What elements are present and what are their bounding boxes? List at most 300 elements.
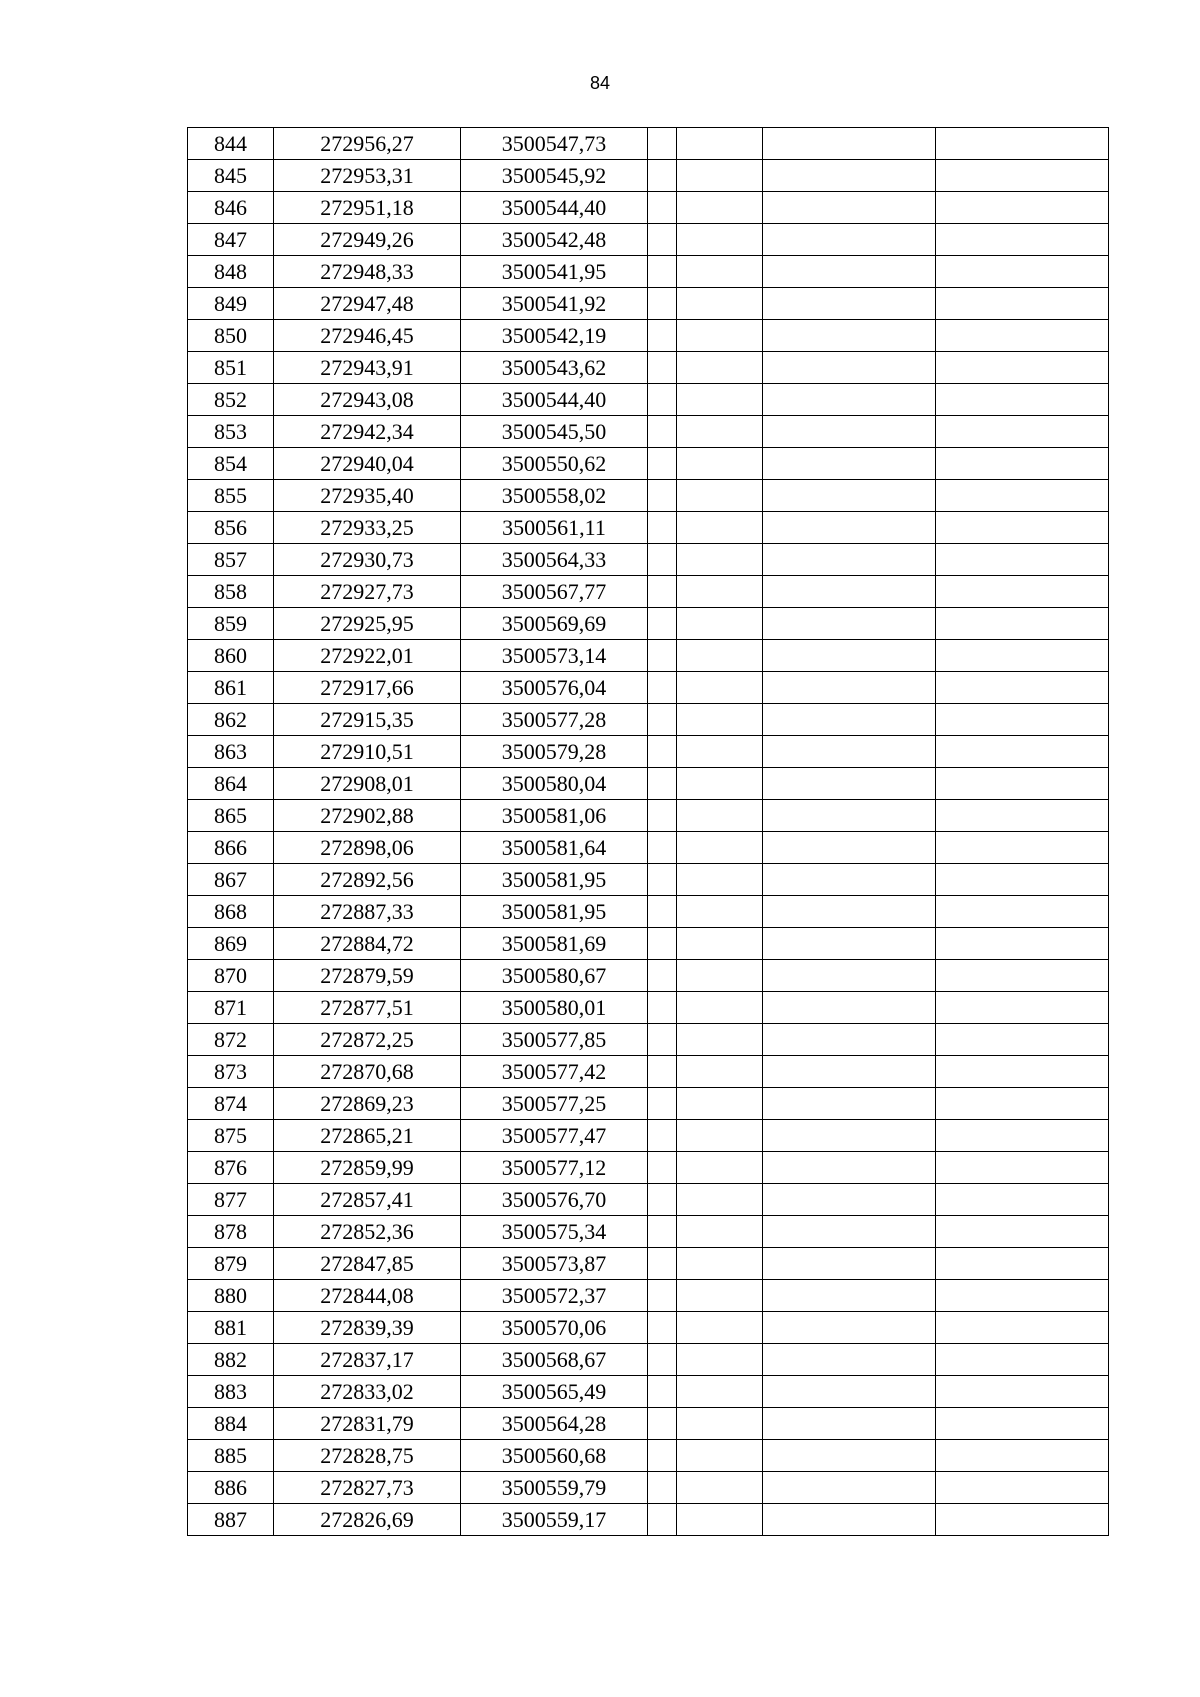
empty-cell bbox=[677, 960, 763, 992]
coordinates-table bbox=[187, 127, 1109, 1536]
y-coordinate-cell: 3500559,79 bbox=[461, 1472, 648, 1504]
empty-cell bbox=[763, 1184, 936, 1216]
empty-cell bbox=[648, 1344, 677, 1376]
point-number-cell: 857 bbox=[188, 544, 274, 576]
y-coordinate-cell: 3500544,40 bbox=[461, 192, 648, 224]
x-coordinate-cell: 272877,51 bbox=[274, 992, 461, 1024]
empty-cell bbox=[677, 736, 763, 768]
empty-cell bbox=[677, 1024, 763, 1056]
y-coordinate-cell: 3500572,37 bbox=[461, 1280, 648, 1312]
point-number-cell: 849 bbox=[188, 288, 274, 320]
empty-cell bbox=[763, 384, 936, 416]
table-row bbox=[188, 1280, 1109, 1312]
x-coordinate-cell: 272898,06 bbox=[274, 832, 461, 864]
empty-cell bbox=[648, 1184, 677, 1216]
empty-cell bbox=[936, 1248, 1109, 1280]
table-row bbox=[188, 1440, 1109, 1472]
y-coordinate-cell: 3500542,19 bbox=[461, 320, 648, 352]
x-coordinate-cell: 272827,73 bbox=[274, 1472, 461, 1504]
point-number-cell: 865 bbox=[188, 800, 274, 832]
empty-cell bbox=[648, 224, 677, 256]
empty-cell bbox=[677, 448, 763, 480]
x-coordinate-cell: 272839,39 bbox=[274, 1312, 461, 1344]
y-coordinate-cell: 3500577,25 bbox=[461, 1088, 648, 1120]
empty-cell bbox=[763, 768, 936, 800]
empty-cell bbox=[677, 1504, 763, 1536]
empty-cell bbox=[936, 224, 1109, 256]
y-coordinate-cell: 3500573,14 bbox=[461, 640, 648, 672]
y-coordinate-cell: 3500581,95 bbox=[461, 896, 648, 928]
empty-cell bbox=[763, 928, 936, 960]
empty-cell bbox=[763, 416, 936, 448]
x-coordinate-cell: 272837,17 bbox=[274, 1344, 461, 1376]
empty-cell bbox=[677, 1056, 763, 1088]
empty-cell bbox=[936, 352, 1109, 384]
table-row bbox=[188, 992, 1109, 1024]
y-coordinate-cell: 3500581,69 bbox=[461, 928, 648, 960]
table-row bbox=[188, 704, 1109, 736]
empty-cell bbox=[763, 1344, 936, 1376]
table-row bbox=[188, 1024, 1109, 1056]
x-coordinate-cell: 272915,35 bbox=[274, 704, 461, 736]
point-number-cell: 847 bbox=[188, 224, 274, 256]
y-coordinate-cell: 3500577,12 bbox=[461, 1152, 648, 1184]
point-number-cell: 880 bbox=[188, 1280, 274, 1312]
empty-cell bbox=[763, 224, 936, 256]
empty-cell bbox=[763, 864, 936, 896]
table-row bbox=[188, 1248, 1109, 1280]
table-row bbox=[188, 768, 1109, 800]
empty-cell bbox=[677, 1216, 763, 1248]
empty-cell bbox=[648, 896, 677, 928]
empty-cell bbox=[677, 800, 763, 832]
point-number-cell: 878 bbox=[188, 1216, 274, 1248]
point-number-cell: 873 bbox=[188, 1056, 274, 1088]
table-row bbox=[188, 1408, 1109, 1440]
point-number-cell: 845 bbox=[188, 160, 274, 192]
empty-cell bbox=[936, 896, 1109, 928]
empty-cell bbox=[648, 736, 677, 768]
y-coordinate-cell: 3500542,48 bbox=[461, 224, 648, 256]
empty-cell bbox=[763, 1504, 936, 1536]
y-coordinate-cell: 3500564,28 bbox=[461, 1408, 648, 1440]
x-coordinate-cell: 272948,33 bbox=[274, 256, 461, 288]
empty-cell bbox=[936, 864, 1109, 896]
y-coordinate-cell: 3500544,40 bbox=[461, 384, 648, 416]
empty-cell bbox=[763, 672, 936, 704]
table-row bbox=[188, 896, 1109, 928]
empty-cell bbox=[936, 608, 1109, 640]
empty-cell bbox=[763, 1024, 936, 1056]
x-coordinate-cell: 272917,66 bbox=[274, 672, 461, 704]
empty-cell bbox=[648, 864, 677, 896]
point-number-cell: 851 bbox=[188, 352, 274, 384]
empty-cell bbox=[677, 224, 763, 256]
table-row bbox=[188, 480, 1109, 512]
point-number-cell: 887 bbox=[188, 1504, 274, 1536]
empty-cell bbox=[648, 160, 677, 192]
table-row bbox=[188, 640, 1109, 672]
empty-cell bbox=[648, 1504, 677, 1536]
empty-cell bbox=[677, 992, 763, 1024]
x-coordinate-cell: 272879,59 bbox=[274, 960, 461, 992]
table-row bbox=[188, 128, 1109, 160]
y-coordinate-cell: 3500565,49 bbox=[461, 1376, 648, 1408]
point-number-cell: 886 bbox=[188, 1472, 274, 1504]
table-row bbox=[188, 384, 1109, 416]
empty-cell bbox=[936, 1120, 1109, 1152]
x-coordinate-cell: 272908,01 bbox=[274, 768, 461, 800]
point-number-cell: 859 bbox=[188, 608, 274, 640]
empty-cell bbox=[648, 1152, 677, 1184]
point-number-cell: 867 bbox=[188, 864, 274, 896]
empty-cell bbox=[936, 1408, 1109, 1440]
empty-cell bbox=[648, 640, 677, 672]
empty-cell bbox=[936, 256, 1109, 288]
x-coordinate-cell: 272859,99 bbox=[274, 1152, 461, 1184]
y-coordinate-cell: 3500577,47 bbox=[461, 1120, 648, 1152]
empty-cell bbox=[677, 512, 763, 544]
empty-cell bbox=[648, 1248, 677, 1280]
point-number-cell: 862 bbox=[188, 704, 274, 736]
y-coordinate-cell: 3500541,92 bbox=[461, 288, 648, 320]
empty-cell bbox=[763, 288, 936, 320]
empty-cell bbox=[648, 1056, 677, 1088]
empty-cell bbox=[677, 160, 763, 192]
empty-cell bbox=[763, 352, 936, 384]
point-number-cell: 868 bbox=[188, 896, 274, 928]
empty-cell bbox=[648, 704, 677, 736]
x-coordinate-cell: 272951,18 bbox=[274, 192, 461, 224]
point-number-cell: 844 bbox=[188, 128, 274, 160]
empty-cell bbox=[648, 832, 677, 864]
empty-cell bbox=[936, 512, 1109, 544]
table-row bbox=[188, 416, 1109, 448]
empty-cell bbox=[936, 1024, 1109, 1056]
empty-cell bbox=[936, 992, 1109, 1024]
empty-cell bbox=[648, 1312, 677, 1344]
empty-cell bbox=[763, 992, 936, 1024]
point-number-cell: 883 bbox=[188, 1376, 274, 1408]
empty-cell bbox=[936, 480, 1109, 512]
page-number: 84 bbox=[589, 73, 611, 93]
empty-cell bbox=[763, 1216, 936, 1248]
empty-cell bbox=[677, 416, 763, 448]
empty-cell bbox=[936, 928, 1109, 960]
empty-cell bbox=[763, 896, 936, 928]
table-row bbox=[188, 448, 1109, 480]
empty-cell bbox=[677, 480, 763, 512]
empty-cell bbox=[677, 672, 763, 704]
empty-cell bbox=[763, 736, 936, 768]
empty-cell bbox=[677, 864, 763, 896]
table-row bbox=[188, 288, 1109, 320]
empty-cell bbox=[936, 1216, 1109, 1248]
empty-cell bbox=[936, 1344, 1109, 1376]
empty-cell bbox=[936, 736, 1109, 768]
y-coordinate-cell: 3500580,67 bbox=[461, 960, 648, 992]
table-row bbox=[188, 160, 1109, 192]
y-coordinate-cell: 3500558,02 bbox=[461, 480, 648, 512]
empty-cell bbox=[936, 1376, 1109, 1408]
empty-cell bbox=[763, 960, 936, 992]
point-number-cell: 858 bbox=[188, 576, 274, 608]
empty-cell bbox=[677, 832, 763, 864]
point-number-cell: 881 bbox=[188, 1312, 274, 1344]
empty-cell bbox=[936, 1056, 1109, 1088]
empty-cell bbox=[677, 704, 763, 736]
y-coordinate-cell: 3500576,04 bbox=[461, 672, 648, 704]
point-number-cell: 869 bbox=[188, 928, 274, 960]
table-row bbox=[188, 1152, 1109, 1184]
x-coordinate-cell: 272826,69 bbox=[274, 1504, 461, 1536]
x-coordinate-cell: 272833,02 bbox=[274, 1376, 461, 1408]
empty-cell bbox=[677, 1472, 763, 1504]
point-number-cell: 885 bbox=[188, 1440, 274, 1472]
empty-cell bbox=[936, 320, 1109, 352]
x-coordinate-cell: 272870,68 bbox=[274, 1056, 461, 1088]
x-coordinate-cell: 272930,73 bbox=[274, 544, 461, 576]
x-coordinate-cell: 272942,34 bbox=[274, 416, 461, 448]
empty-cell bbox=[677, 1376, 763, 1408]
table-row bbox=[188, 320, 1109, 352]
empty-cell bbox=[648, 992, 677, 1024]
empty-cell bbox=[763, 320, 936, 352]
empty-cell bbox=[648, 672, 677, 704]
x-coordinate-cell: 272857,41 bbox=[274, 1184, 461, 1216]
empty-cell bbox=[936, 1152, 1109, 1184]
empty-cell bbox=[763, 1056, 936, 1088]
y-coordinate-cell: 3500561,11 bbox=[461, 512, 648, 544]
empty-cell bbox=[763, 576, 936, 608]
y-coordinate-cell: 3500573,87 bbox=[461, 1248, 648, 1280]
table-row bbox=[188, 352, 1109, 384]
empty-cell bbox=[936, 448, 1109, 480]
empty-cell bbox=[677, 1152, 763, 1184]
x-coordinate-cell: 272892,56 bbox=[274, 864, 461, 896]
x-coordinate-cell: 272925,95 bbox=[274, 608, 461, 640]
empty-cell bbox=[648, 384, 677, 416]
table-row bbox=[188, 1312, 1109, 1344]
x-coordinate-cell: 272953,31 bbox=[274, 160, 461, 192]
y-coordinate-cell: 3500559,17 bbox=[461, 1504, 648, 1536]
table-row bbox=[188, 1376, 1109, 1408]
table-row bbox=[188, 800, 1109, 832]
x-coordinate-cell: 272872,25 bbox=[274, 1024, 461, 1056]
empty-cell bbox=[677, 192, 763, 224]
table-row bbox=[188, 544, 1109, 576]
empty-cell bbox=[677, 1184, 763, 1216]
point-number-cell: 877 bbox=[188, 1184, 274, 1216]
x-coordinate-cell: 272946,45 bbox=[274, 320, 461, 352]
table-body bbox=[188, 128, 1109, 1536]
y-coordinate-cell: 3500564,33 bbox=[461, 544, 648, 576]
table-row bbox=[188, 1056, 1109, 1088]
empty-cell bbox=[648, 480, 677, 512]
empty-cell bbox=[936, 288, 1109, 320]
y-coordinate-cell: 3500577,85 bbox=[461, 1024, 648, 1056]
empty-cell bbox=[936, 416, 1109, 448]
y-coordinate-cell: 3500550,62 bbox=[461, 448, 648, 480]
empty-cell bbox=[936, 1184, 1109, 1216]
table-row bbox=[188, 960, 1109, 992]
table-row bbox=[188, 736, 1109, 768]
y-coordinate-cell: 3500567,77 bbox=[461, 576, 648, 608]
empty-cell bbox=[648, 256, 677, 288]
empty-cell bbox=[936, 1472, 1109, 1504]
empty-cell bbox=[763, 256, 936, 288]
empty-cell bbox=[936, 1504, 1109, 1536]
empty-cell bbox=[763, 1248, 936, 1280]
empty-cell bbox=[936, 640, 1109, 672]
y-coordinate-cell: 3500541,95 bbox=[461, 256, 648, 288]
empty-cell bbox=[677, 1248, 763, 1280]
point-number-cell: 863 bbox=[188, 736, 274, 768]
empty-cell bbox=[763, 704, 936, 736]
table-row bbox=[188, 512, 1109, 544]
empty-cell bbox=[648, 288, 677, 320]
point-number-cell: 848 bbox=[188, 256, 274, 288]
x-coordinate-cell: 272847,85 bbox=[274, 1248, 461, 1280]
point-number-cell: 846 bbox=[188, 192, 274, 224]
point-number-cell: 874 bbox=[188, 1088, 274, 1120]
empty-cell bbox=[763, 544, 936, 576]
table-row bbox=[188, 1216, 1109, 1248]
empty-cell bbox=[763, 640, 936, 672]
table-row bbox=[188, 576, 1109, 608]
x-coordinate-cell: 272947,48 bbox=[274, 288, 461, 320]
x-coordinate-cell: 272956,27 bbox=[274, 128, 461, 160]
table-row bbox=[188, 1472, 1109, 1504]
empty-cell bbox=[936, 832, 1109, 864]
empty-cell bbox=[648, 960, 677, 992]
x-coordinate-cell: 272828,75 bbox=[274, 1440, 461, 1472]
empty-cell bbox=[936, 1088, 1109, 1120]
empty-cell bbox=[763, 480, 936, 512]
empty-cell bbox=[677, 768, 763, 800]
empty-cell bbox=[763, 1312, 936, 1344]
empty-cell bbox=[763, 1280, 936, 1312]
empty-cell bbox=[763, 832, 936, 864]
empty-cell bbox=[763, 192, 936, 224]
point-number-cell: 879 bbox=[188, 1248, 274, 1280]
empty-cell bbox=[763, 1088, 936, 1120]
table-row bbox=[188, 1504, 1109, 1536]
y-coordinate-cell: 3500568,67 bbox=[461, 1344, 648, 1376]
empty-cell bbox=[648, 928, 677, 960]
empty-cell bbox=[648, 608, 677, 640]
y-coordinate-cell: 3500576,70 bbox=[461, 1184, 648, 1216]
empty-cell bbox=[648, 320, 677, 352]
empty-cell bbox=[677, 576, 763, 608]
empty-cell bbox=[677, 1120, 763, 1152]
empty-cell bbox=[936, 1312, 1109, 1344]
y-coordinate-cell: 3500545,92 bbox=[461, 160, 648, 192]
table-row bbox=[188, 832, 1109, 864]
empty-cell bbox=[936, 192, 1109, 224]
point-number-cell: 866 bbox=[188, 832, 274, 864]
empty-cell bbox=[648, 416, 677, 448]
point-number-cell: 854 bbox=[188, 448, 274, 480]
point-number-cell: 884 bbox=[188, 1408, 274, 1440]
empty-cell bbox=[648, 128, 677, 160]
table-row bbox=[188, 608, 1109, 640]
empty-cell bbox=[763, 800, 936, 832]
y-coordinate-cell: 3500580,04 bbox=[461, 768, 648, 800]
x-coordinate-cell: 272831,79 bbox=[274, 1408, 461, 1440]
y-coordinate-cell: 3500581,06 bbox=[461, 800, 648, 832]
table-row bbox=[188, 1344, 1109, 1376]
x-coordinate-cell: 272933,25 bbox=[274, 512, 461, 544]
empty-cell bbox=[648, 1440, 677, 1472]
empty-cell bbox=[763, 1120, 936, 1152]
empty-cell bbox=[936, 1440, 1109, 1472]
x-coordinate-cell: 272940,04 bbox=[274, 448, 461, 480]
x-coordinate-cell: 272887,33 bbox=[274, 896, 461, 928]
empty-cell bbox=[677, 928, 763, 960]
empty-cell bbox=[648, 576, 677, 608]
empty-cell bbox=[763, 1376, 936, 1408]
point-number-cell: 860 bbox=[188, 640, 274, 672]
empty-cell bbox=[936, 960, 1109, 992]
point-number-cell: 876 bbox=[188, 1152, 274, 1184]
empty-cell bbox=[648, 352, 677, 384]
point-number-cell: 850 bbox=[188, 320, 274, 352]
empty-cell bbox=[763, 160, 936, 192]
x-coordinate-cell: 272844,08 bbox=[274, 1280, 461, 1312]
empty-cell bbox=[763, 128, 936, 160]
x-coordinate-cell: 272943,08 bbox=[274, 384, 461, 416]
x-coordinate-cell: 272852,36 bbox=[274, 1216, 461, 1248]
empty-cell bbox=[936, 800, 1109, 832]
point-number-cell: 872 bbox=[188, 1024, 274, 1056]
empty-cell bbox=[677, 544, 763, 576]
table-row bbox=[188, 192, 1109, 224]
empty-cell bbox=[677, 128, 763, 160]
point-number-cell: 882 bbox=[188, 1344, 274, 1376]
empty-cell bbox=[677, 1280, 763, 1312]
empty-cell bbox=[763, 608, 936, 640]
empty-cell bbox=[677, 896, 763, 928]
empty-cell bbox=[648, 1024, 677, 1056]
empty-cell bbox=[677, 1312, 763, 1344]
y-coordinate-cell: 3500575,34 bbox=[461, 1216, 648, 1248]
y-coordinate-cell: 3500547,73 bbox=[461, 128, 648, 160]
empty-cell bbox=[677, 384, 763, 416]
x-coordinate-cell: 272902,88 bbox=[274, 800, 461, 832]
y-coordinate-cell: 3500581,95 bbox=[461, 864, 648, 896]
y-coordinate-cell: 3500577,42 bbox=[461, 1056, 648, 1088]
empty-cell bbox=[763, 1152, 936, 1184]
empty-cell bbox=[677, 608, 763, 640]
x-coordinate-cell: 272949,26 bbox=[274, 224, 461, 256]
table-row bbox=[188, 928, 1109, 960]
empty-cell bbox=[648, 1120, 677, 1152]
x-coordinate-cell: 272935,40 bbox=[274, 480, 461, 512]
empty-cell bbox=[677, 1344, 763, 1376]
empty-cell bbox=[763, 1408, 936, 1440]
empty-cell bbox=[677, 1408, 763, 1440]
point-number-cell: 856 bbox=[188, 512, 274, 544]
table-row bbox=[188, 864, 1109, 896]
empty-cell bbox=[936, 128, 1109, 160]
x-coordinate-cell: 272910,51 bbox=[274, 736, 461, 768]
empty-cell bbox=[936, 768, 1109, 800]
x-coordinate-cell: 272922,01 bbox=[274, 640, 461, 672]
empty-cell bbox=[648, 448, 677, 480]
empty-cell bbox=[936, 384, 1109, 416]
empty-cell bbox=[648, 768, 677, 800]
